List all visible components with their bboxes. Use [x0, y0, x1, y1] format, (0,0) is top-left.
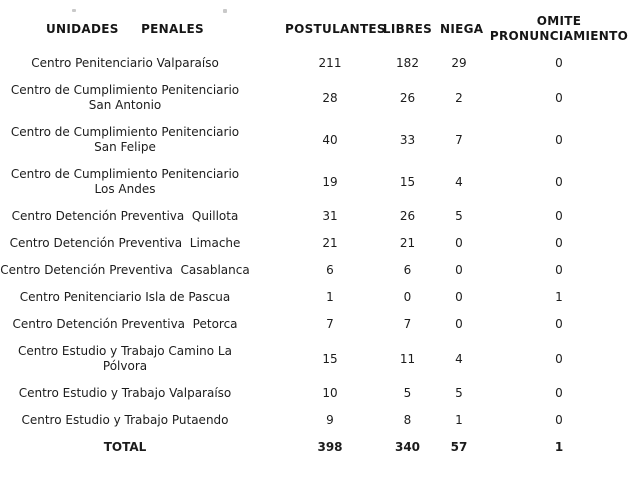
unit-cell: Centro de Cumplimiento Penitenciario San Antonio: [10, 83, 240, 112]
total-omite-cell: 1: [554, 440, 564, 454]
column-header-niega: NIEGA: [440, 21, 484, 36]
libres-cell: 21: [399, 236, 416, 250]
penal-units-table: [0, 8, 640, 461]
niega-cell: 0: [455, 236, 463, 250]
table-row: [0, 257, 640, 284]
niega-cell: 0: [455, 263, 463, 277]
postulantes-cell: 1: [326, 290, 334, 304]
unit-cell: Centro Estudio y Trabajo Valparaíso: [18, 386, 232, 400]
unit-cell: Centro de Cumplimiento Penitenciario Los Andes: [10, 167, 240, 196]
crop-artifact: [72, 9, 76, 12]
postulantes-cell: 10: [322, 386, 338, 400]
total-postulantes-cell: 398: [317, 440, 343, 454]
omite-cell: 0: [555, 386, 563, 400]
unit-cell: Centro Penitenciario Isla de Pascua: [19, 290, 231, 304]
libres-cell: 5: [403, 386, 412, 400]
niega-cell: 5: [455, 386, 463, 400]
niega-cell: 29: [451, 56, 467, 70]
niega-cell: 4: [455, 351, 463, 366]
niega-cell: 0: [455, 317, 463, 331]
table-row: [0, 77, 640, 119]
table-row: [0, 50, 640, 77]
total-row: [0, 434, 640, 461]
unit-cell: Centro Estudio y Trabajo Camino La Pólvora: [18, 344, 232, 373]
libres-cell: 7: [403, 317, 412, 331]
niega-cell: 0: [455, 290, 463, 304]
crop-artifact: [223, 9, 227, 13]
libres-cell: 33: [399, 132, 416, 147]
omite-cell: 0: [555, 236, 563, 250]
libres-cell: 15: [399, 174, 416, 189]
total-niega-cell: 57: [450, 440, 468, 454]
omite-cell: 0: [555, 263, 563, 277]
table-row: [0, 161, 640, 203]
table-row: [0, 119, 640, 161]
table-row: [0, 338, 640, 380]
niega-cell: 2: [455, 90, 463, 105]
omite-cell: 0: [555, 209, 563, 223]
postulantes-cell: 7: [326, 317, 334, 331]
postulantes-cell: 9: [326, 413, 334, 427]
postulantes-cell: 28: [322, 90, 338, 105]
omite-cell: 0: [555, 132, 563, 147]
libres-cell: 11: [399, 351, 416, 366]
postulantes-cell: 6: [326, 263, 334, 277]
total-libres-cell: 340: [394, 440, 421, 454]
unit-cell: Centro Detención Preventiva Limache: [9, 236, 241, 250]
postulantes-cell: 21: [322, 236, 338, 250]
omite-cell: 1: [555, 290, 563, 304]
postulantes-cell: 31: [322, 209, 338, 223]
table-row: [0, 407, 640, 434]
table-row: [0, 380, 640, 407]
niega-cell: 1: [455, 413, 463, 427]
libres-cell: 26: [399, 90, 416, 105]
unit-cell: Centro Detención Preventiva Casablanca: [0, 263, 250, 277]
niega-cell: 7: [455, 132, 463, 147]
omite-cell: 0: [555, 90, 563, 105]
unit-cell: Centro Detención Preventiva Quillota: [11, 209, 239, 223]
table-row: [0, 284, 640, 311]
postulantes-cell: 211: [318, 56, 342, 70]
table-row: [0, 311, 640, 338]
libres-cell: 8: [403, 413, 412, 427]
table-row: [0, 203, 640, 230]
column-header-omite-pronunciamiento: OMITE PRONUNCIAMIENTO: [489, 14, 629, 43]
libres-cell: 182: [396, 56, 419, 70]
column-header-postulantes: POSTULANTES: [285, 21, 386, 36]
omite-cell: 0: [555, 317, 563, 331]
omite-cell: 0: [555, 413, 563, 427]
libres-cell: 26: [399, 209, 416, 223]
column-header-unidades-penales: UNIDADES PENALES: [46, 21, 204, 36]
libres-cell: 0: [403, 290, 412, 304]
omite-cell: 0: [555, 351, 563, 366]
niega-cell: 5: [455, 209, 463, 223]
table-row: [0, 230, 640, 257]
niega-cell: 4: [455, 174, 463, 189]
unit-cell: Centro Estudio y Trabajo Putaendo: [21, 413, 229, 427]
unit-cell: Centro Detención Preventiva Petorca: [12, 317, 238, 331]
omite-cell: 0: [555, 56, 563, 70]
omite-cell: 0: [555, 174, 563, 189]
unit-cell: Centro Penitenciario Valparaíso: [31, 56, 219, 70]
postulantes-cell: 40: [322, 132, 338, 147]
column-header-libres: LIBRES: [382, 21, 433, 36]
postulantes-cell: 19: [322, 174, 338, 189]
postulantes-cell: 15: [322, 351, 338, 366]
total-label-cell: TOTAL: [103, 440, 147, 454]
libres-cell: 6: [403, 263, 412, 277]
table-body: [0, 50, 640, 434]
unit-cell: Centro de Cumplimiento Penitenciario San Felipe: [10, 125, 240, 154]
table-header-row: [0, 8, 640, 50]
